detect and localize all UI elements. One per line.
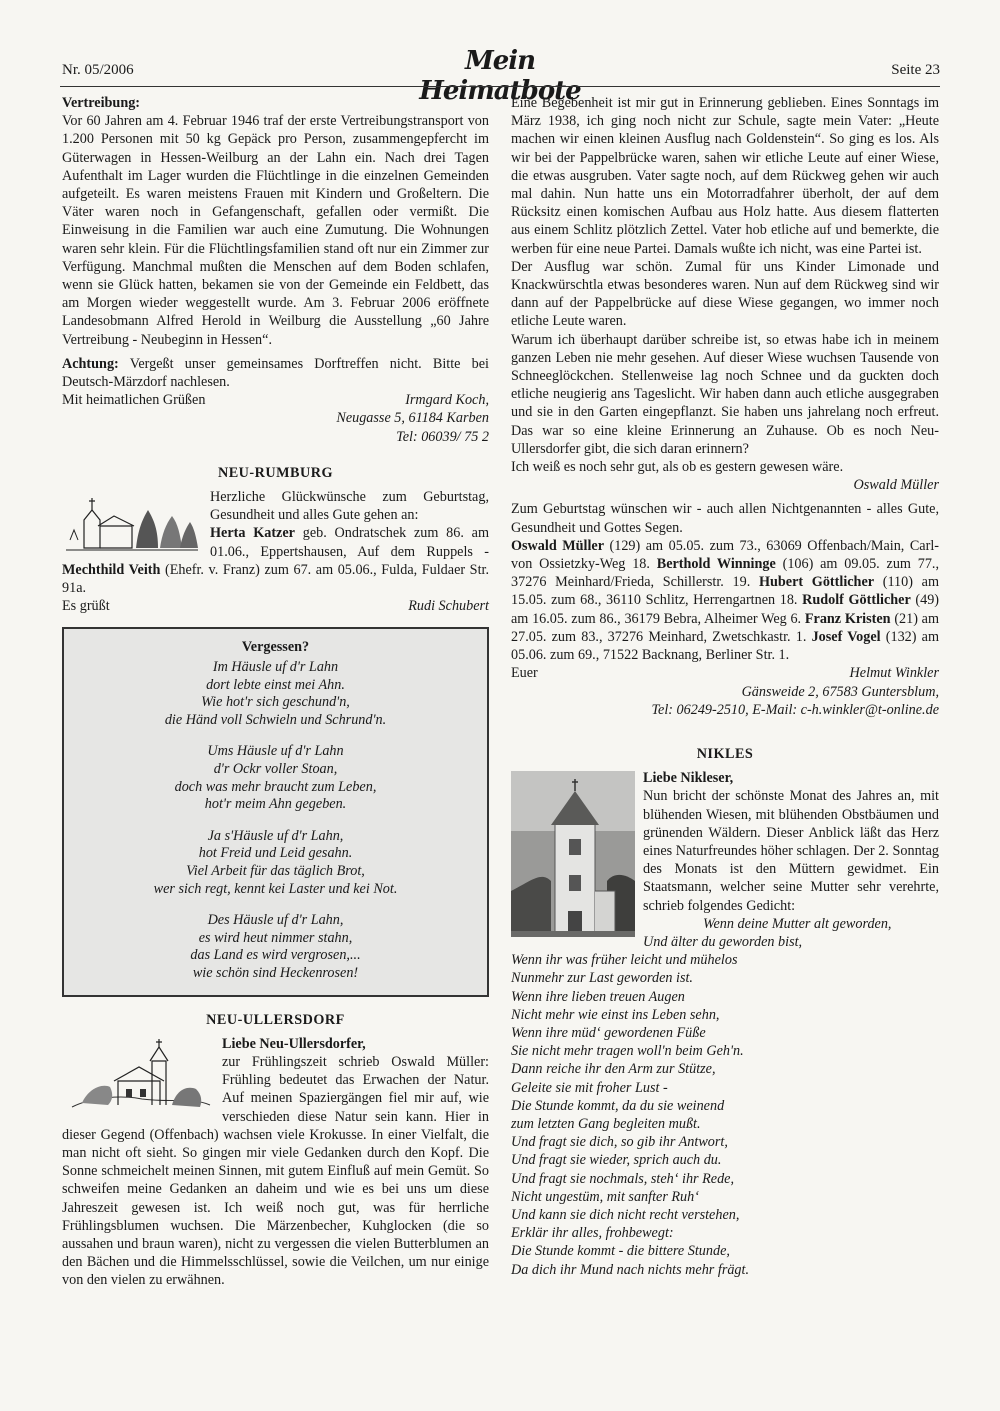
birthday-name: Hubert Göttlicher (758, 574, 875, 591)
poem-line: Die Stunde kommt - die bittere Stunde, (511, 1243, 730, 1260)
church-tower-photo (511, 771, 635, 937)
neu-ullersdorf-heading: NEU-ULLERSDORF (206, 1011, 345, 1028)
poem-line: wie schön sind Heckenrosen! (192, 964, 359, 981)
achtung-note (62, 355, 489, 391)
poem-line: Des Häusle uf d'r Lahn, (207, 912, 344, 929)
ullersdorf-text: zur Frühlingszeit schrieb Oswald Müller: Frühling bedeutet das Erwachen der Natur. Auf meinen Spaziergängen fiel mir auf, wie verschieden diese Natur sein kann. Hier in dieser Gegend (Offenbach) wachsen viele Krokusse. In einer Vielfalt, die man nicht oft sieht. So gingen mir viele Gedanken durch den Kopf. Die Sonne schmeichelt meinen Sinnen, mit gutem Einfluß auf mein Gemüt. So schweifen meine Gedanken an daheim und wie es bei uns um diese Jahreszeit gewesen ist. Ich weiß noch gut, was für herrliche Frühlingsblumen wuchsen. Die Märzenbecher, Kuhglocken (die so aussahen und braun waren), nicht zu vergessen die vielen Butterblumen an den Bächen und die Himmelsschlüssel, sowie die Veilchen, um nur einige von den vielen zu erwähnen. (62, 1053, 489, 1289)
birthday-detail: (21) am 27.05. zum 83., 37276 Meinhard, Zwetschkastr. 1. (511, 610, 940, 645)
poem-line: das Land es wird vergrosen,... (190, 947, 361, 964)
rumburg-text-2: (Ehefr. v. Franz) zum 67. am 05.06., Fulda, Fuldaer Str. 91a. (62, 561, 489, 597)
vertreibung-text: Vor 60 Jahren am 4. Februar 1946 traf der erste Vertreibungstransport von 1.200 Personen mit 50 kg Gepäck pro Person, zusammengepfercht im Güterwagen in Hessen-Weilburg an der Lahn ein. Nach drei Tagen Aufenthalt im Lager wurden die Flüchtlinge in die einzelnen Gemeinden aufgeteilt. Es waren meistens Frauen mit Kindern und Großeltern. Die Väter waren noch in Gefangenschaft, gefallen oder vermißt. Die Einweisung in die Familien war auch eine Zumutung. Die Wohnungen waren sehr klein. Für die Flüchtlingsfamilien stand oft nur ein Zimmer zur Verfügung. Manchmal mußten die Menschen auf dem Boden schlafen, wenn sie Glück hatten, bekamen sie von der Gemeinde ein Feldbett, das am Morgen wieder weggestellt wurde. Am 3. Februar 2006 eröffnete Landesobmann Alfred Herold in Weilburg die Ausstellung „60 Jahre Vertreibung - Neubeginn in Hessen“. (62, 113, 489, 348)
story-paragraph-4: Ich weiß es noch sehr gut, als ob es gestern gewesen wäre. (511, 459, 844, 476)
rumburg-text-1: geb. Ondratschek zum 86. am 01.06., Eppertshausen, Auf dem Ruppels - (210, 525, 490, 560)
winkler-sign-row (511, 664, 939, 682)
poem-line: es wird heut nimmer stahn, (198, 929, 353, 946)
euer: Euer (511, 665, 538, 682)
birthday-name: Oswald Müller (511, 537, 604, 554)
poem-line: Und älter du geworden bist, (643, 933, 803, 950)
masthead-logo: Mein Heimatbote (419, 46, 581, 106)
poem-line: Sie nicht mehr tragen woll'n beim Geh'n. (511, 1043, 744, 1060)
poem-line: doch was mehr braucht zum Leben, (174, 778, 377, 795)
ullersdorf-salutation: Liebe Neu-Ullersdorfer, (222, 1035, 366, 1052)
page-number: Seite 23 (891, 62, 940, 78)
poem-line: Erklär ihr alles, frohbewegt: (511, 1225, 674, 1242)
signature-tel: Tel: 06039/ 75 2 (396, 428, 489, 445)
poem-line: wer sich regt, kennt kei Laster und kei Not. (153, 880, 398, 897)
signature-row (62, 391, 489, 409)
issue-number: Nr. 05/2006 (62, 62, 134, 78)
achtung-text: Vergeßt unser gemeinsames Dorftreffen nicht. Bitte bei Deutsch-Märzdorf nachlesen. (62, 355, 489, 391)
story-paragraph-3: Warum ich überhaupt darüber schreibe ist, so etwas habe ich in meinem ganzen Leben nie mehr gesehen. Auf dieser Wiese wuchsen Tausende von Schneeglöckchen. Stellenweise lag noch Schnee und da guckten doch etliche neugierig ans Tageslicht. Wir haben dann auch etliche ausgegraben und sie in den Garten eingepflanzt. Sie haben uns jahrelang noch erfreut. Das war so eine kleine Erinnerung an Zuhause. Ob es noch Neu-Ullersdorfer gibt, die sich daran erinnern? (511, 331, 939, 457)
poem-title: Vergessen? (241, 639, 310, 656)
poem-line: Dann reiche ihr den Arm zur Stütze, (511, 1061, 716, 1078)
rumburg-intro: Herzliche Glückwünsche zum Geburtstag, Gesundheit und alles Gute gehen an: (210, 489, 489, 524)
poem-stanza (74, 912, 477, 982)
nikles-heading: NIKLES (696, 745, 754, 762)
village-chapel-illustration (62, 1037, 214, 1115)
poem-line: die Händ voll Schwieln und Schrund'n. (164, 711, 387, 728)
poem-line: Wenn ihre lieben treuen Augen (511, 988, 685, 1005)
poem-stanza (74, 828, 477, 898)
greeting: Mit heimatlichen Grüßen (62, 392, 206, 409)
poem-line: hot Freid und Leid gesahn. (198, 845, 353, 862)
nikles-salutation: Liebe Nikleser, (643, 770, 734, 787)
poem-line: Und fragt sie dich, so gib ihr Antwort, (511, 1134, 728, 1151)
poem-line: Viel Arbeit für das täglich Brot, (186, 863, 365, 880)
rumburg-signature: Rudi Schubert (408, 598, 489, 615)
poem-stanza (74, 659, 477, 729)
neu-rumburg-heading: NEU-RUMBURG (217, 464, 334, 481)
poem-line: zum letzten Gang begleiten mußt. (511, 1115, 701, 1132)
poem-line: Ums Häusle uf d'r Lahn (207, 743, 344, 760)
poem-line: dort lebte einst mei Ahn. (206, 676, 345, 693)
nikles-section (511, 769, 939, 1279)
poem-stanza (74, 743, 477, 813)
vertreibung-section (62, 94, 489, 349)
poem-line: Nunmehr zur Last geworden ist. (511, 970, 693, 987)
story-signature: Oswald Müller (853, 477, 939, 494)
birthday-detail: (49) am 16.05. zum 86., 36179 Bebra, Alheimer Weg 6. (511, 592, 940, 627)
signature-address: Neugasse 5, 61184 Karben (336, 410, 489, 427)
poem-line: Und fragt sie nochmals, steh‘ ihr Rede, (511, 1170, 735, 1187)
birthday-name: Rudolf Göttlicher (802, 592, 911, 609)
poem-line: Da dich ihr Mund nach nichts mehr frägt. (511, 1261, 750, 1278)
signature-name: Irmgard Koch, (405, 392, 489, 409)
poem-box-vergessen (62, 627, 489, 996)
birthday-detail: (129) am 05.05. zum 73., 63069 Offenbach/Main, Carl-von Ossietzky-Weg 18. (511, 537, 939, 573)
header-rule (60, 86, 940, 87)
rumburg-name-1: Herta Katzer (210, 525, 295, 542)
poem-line: Wenn ihre müd‘ gewordenen Füße (511, 1024, 706, 1041)
rumburg-sign-row (62, 597, 489, 615)
winkler-name: Helmut Winkler (849, 665, 939, 682)
story-paragraph-2: Der Ausflug war schön. Zumal für uns Kinder Limonade und Knackwürschtla etwas besonderes waren. Nun auf dem Rückweg sind wir dann auf der Pappelbrücke auf diese Wiese gegangen, wo immer noch etliche Leute waren. (511, 258, 939, 330)
birthday-detail: (132) am 05.06. zum 69., 71522 Backnang, Berliner Str. 1. (511, 628, 939, 664)
poem-line: hot'r meim Ahn gegeben. (204, 796, 347, 813)
neu-rumburg-section (62, 488, 489, 597)
rumburg-gruss: Es grüßt (62, 598, 110, 615)
poem-line: Nicht mehr wie einst ins Leben sehn, (511, 1006, 720, 1023)
winkler-address: Gänsweide 2, 67583 Guntersblum, (741, 683, 939, 700)
mother-poem (511, 915, 939, 1279)
birthday-detail: (106) am 09.05. zum 77., 37276 Meinhard/Frieda, Schillerstr. 19. (511, 556, 940, 591)
rumburg-name-2: Mechthild Veith (62, 561, 161, 578)
story-paragraph-1: Eine Begebenheit ist mir gut in Erinnerung geblieben. Eines Sonntags im März 1938, ich ging noch nicht zur Schule, sagte mein Vater: „Heute machen wir einen kleinen Ausflug nach Goldenstein“. So ging es los. Als wir bei der Pappelbrücke waren, sahen wir etliche Leute auf einer Wiese, die etwas ausgruben. Vater sagte noch, auf dem Rückweg gehen wir auch mal dahin. Nun hatte uns ein Motorradfahrer überholt, der auf dem Rücksitz einen komischen Aufbau aus Holz hatte. Aus diesem flatterten aus einem Schlitz plötzlich Zettel. Vater hob etliche auf und bemerkte, die werben für eine neue Partei. Damals wußte ich nicht, was eine Partei ist. (511, 95, 939, 257)
poem-line: Und kann sie dich nicht recht verstehen, (511, 1206, 740, 1223)
poem-line: Und fragt sie wieder, sprich auch du. (511, 1152, 722, 1169)
birthday-name: Josef Vogel (811, 628, 881, 645)
poem-line: Ja s'Häusle uf d'r Lahn, (207, 827, 344, 844)
poem-line: Wenn deine Mutter alt geworden, (703, 915, 892, 932)
poem-line: Geleite sie mit froher Lust - (511, 1079, 668, 1096)
vertreibung-title: Vertreibung: (62, 95, 141, 111)
poem-line: Nicht ungestüm, mit sanfter Ruh‘ (511, 1188, 699, 1205)
poem-line: Im Häusle uf d'r Lahn (212, 659, 339, 676)
poem-line: Wie hot'r sich geschund'n, (201, 694, 350, 711)
poem-line: Wenn ihr was früher leicht und mühelos (511, 952, 738, 969)
achtung-label: Achtung: (62, 355, 119, 372)
village-church-illustration (62, 490, 202, 556)
birthday-list (511, 537, 939, 664)
left-column (62, 94, 489, 1290)
birthday-intro: Zum Geburtstag wünschen wir - auch allen Nichtgenannten - alles Gute, Gesundheit und Gottes Segen. (511, 501, 939, 536)
neu-ullersdorf-section (62, 1035, 489, 1290)
right-column (511, 94, 939, 1279)
poem-line: Die Stunde kommt, da du sie weinend (511, 1097, 725, 1114)
poem-line: d'r Ockr voller Stoan, (213, 761, 338, 778)
birthday-name: Franz Kristen (804, 610, 891, 627)
nikles-text: Nun bricht der schönste Monat des Jahres an, mit blühenden Wiesen, mit blühenden Obstbäumen und grünenden Wäldern. Dieser Anblick läßt das Herz eines Naturfreundes höher schlagen. Der 2. Sonntag des Monats ist den Müttern gewidmet. Ein Staatsmann, welcher seine Mutter sehr verehrte, schrieb folgendes Gedicht: (643, 788, 939, 914)
birthday-detail: (110) am 15.05. zum 68., 36110 Schlitz, Herrengartnen 18. (511, 574, 939, 609)
birthday-name: Berthold Winninge (656, 556, 776, 573)
winkler-contact: Tel: 06249-2510, E-Mail: c-h.winkler@t-online.de (651, 701, 939, 718)
